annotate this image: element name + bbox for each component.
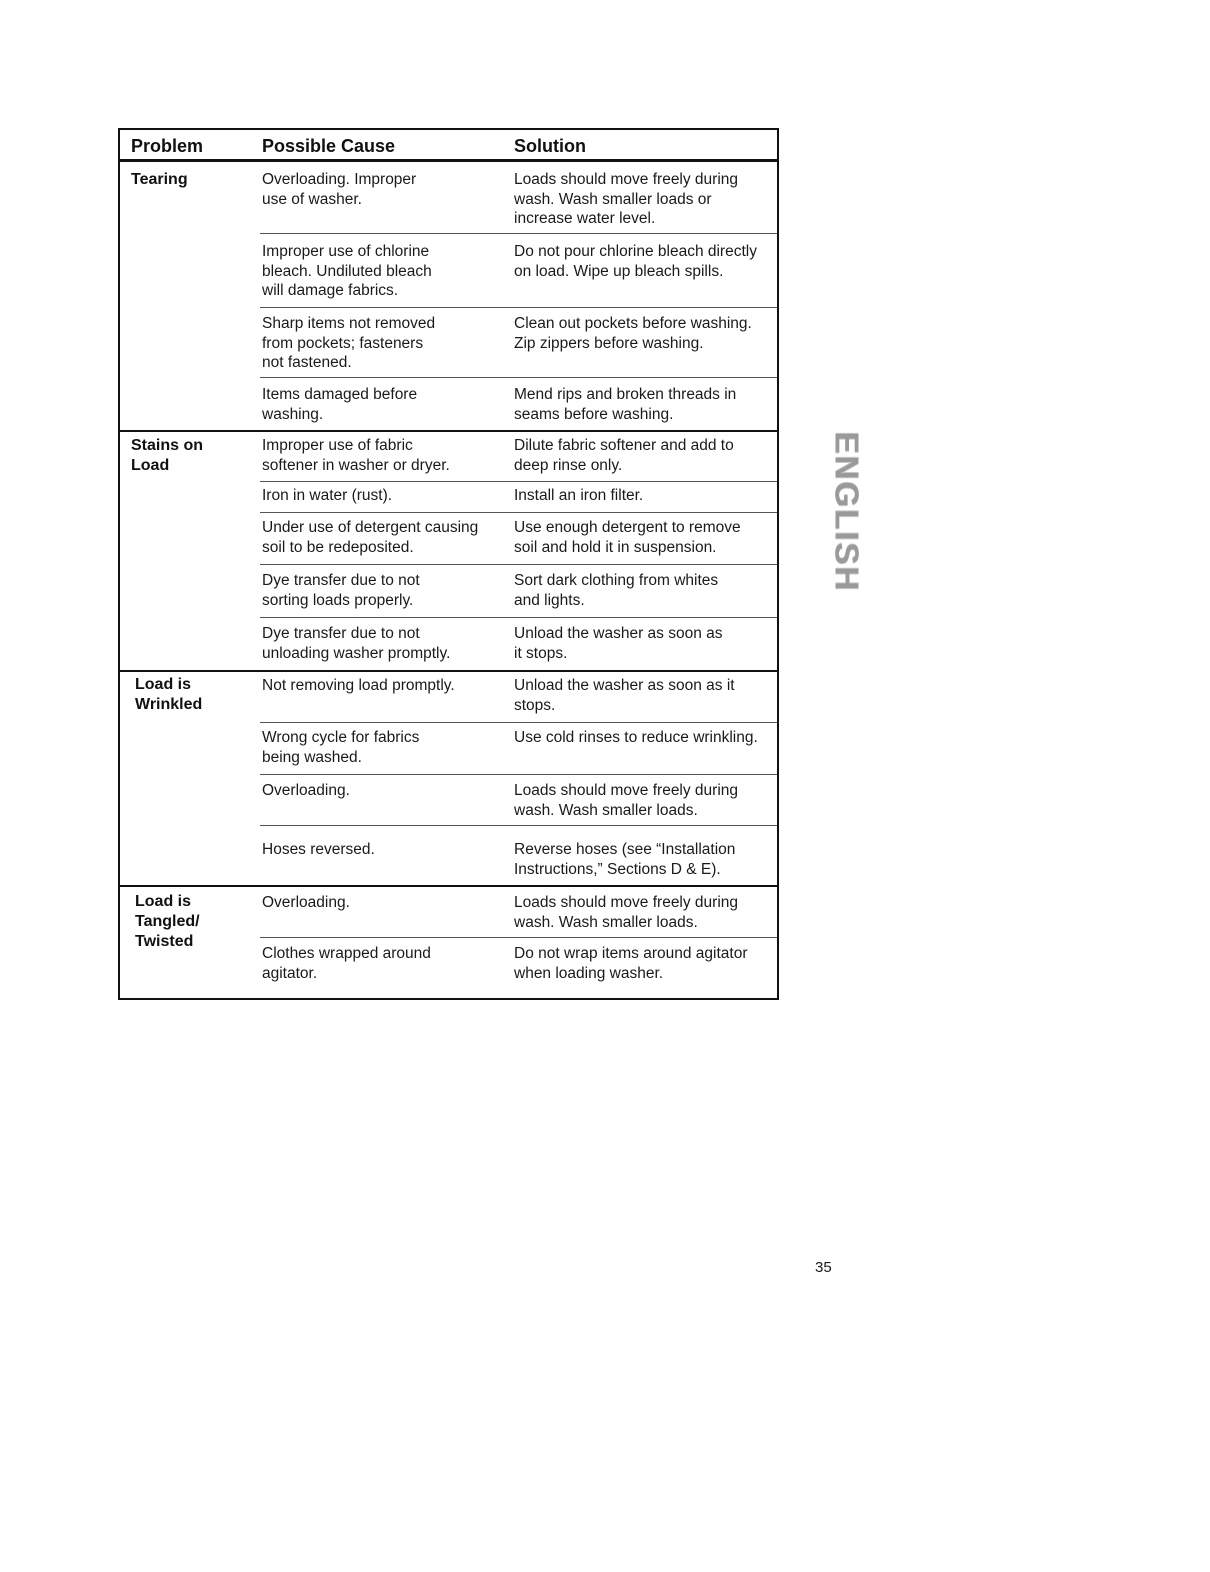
- cause-text: Improper use of fabric softener in washer or dryer.: [262, 437, 450, 474]
- cause-text: Not removing load promptly.: [262, 677, 455, 694]
- table-row: [260, 482, 777, 513]
- cause-text: Wrong cycle for fabrics being washed.: [262, 729, 420, 766]
- table-row: [260, 775, 777, 826]
- table-row: [260, 162, 777, 234]
- section-stains-on-load: [120, 432, 777, 672]
- table-row: [260, 826, 777, 885]
- table-header-row: [120, 130, 777, 162]
- solution-text: Use enough detergent to remove soil and hold it in suspension.: [514, 519, 741, 556]
- solution-text: Reverse hoses (see “Installation Instructions,” Sections D & E).: [514, 841, 736, 878]
- solution-text: Sort dark clothing from whites and lights.: [514, 572, 719, 609]
- table-row: [260, 432, 777, 482]
- problem-label: Stains on Load: [131, 437, 204, 474]
- problem-label: Load is Wrinkled: [135, 676, 203, 713]
- solution-text: Do not pour chlorine bleach directly on load. Wipe up bleach spills.: [514, 243, 757, 280]
- solution-text: Loads should move freely during wash. Wash smaller loads.: [514, 894, 739, 931]
- table-row: [260, 887, 777, 938]
- cause-text: Improper use of chlorine bleach. Undiluted bleach will damage fabrics.: [262, 243, 432, 300]
- cause-text: Under use of detergent causing soil to be redeposited.: [262, 519, 479, 556]
- table-row: [260, 234, 777, 308]
- solution-text: Clean out pockets before washing. Zip zippers before washing.: [514, 315, 752, 352]
- cause-text: Overloading.: [262, 782, 350, 799]
- table-row: [260, 378, 777, 430]
- header-problem: Problem: [131, 136, 204, 156]
- page-number: 35: [815, 1259, 832, 1276]
- troubleshooting-table: [118, 128, 779, 1000]
- solution-text: Loads should move freely during wash. Wash smaller loads or increase water level.: [514, 171, 739, 228]
- cause-text: Sharp items not removed from pockets; fasteners not fastened.: [262, 315, 436, 372]
- table-row: [260, 565, 777, 618]
- section-load-is-wrinkled: [120, 672, 777, 887]
- solution-text: Use cold rinses to reduce wrinkling.: [514, 729, 758, 746]
- solution-text: Install an iron filter.: [514, 487, 644, 504]
- cause-text: Iron in water (rust).: [262, 487, 393, 504]
- section-load-is-tangled: [120, 887, 777, 1000]
- problem-label: Load is Tangled/ Twisted: [135, 893, 200, 950]
- language-label: ENGLISH: [828, 431, 865, 593]
- cause-text: Items damaged before washing.: [262, 386, 418, 423]
- table-row: [260, 938, 777, 998]
- table-row: [260, 308, 777, 378]
- cause-text: Dye transfer due to not sorting loads properly.: [262, 572, 420, 609]
- header-possible-cause: Possible Cause: [262, 136, 396, 156]
- header-solution: Solution: [514, 136, 586, 156]
- table-row: [260, 672, 777, 723]
- table-row: [260, 513, 777, 565]
- solution-text: Unload the washer as soon as it stops.: [514, 625, 723, 662]
- solution-text: Dilute fabric softener and add to deep rinse only.: [514, 437, 734, 474]
- problem-label: Tearing: [131, 171, 188, 188]
- cause-text: Hoses reversed.: [262, 841, 375, 858]
- solution-text: Unload the washer as soon as it stops.: [514, 677, 735, 714]
- table-row: [260, 618, 777, 670]
- section-tearing: [120, 162, 777, 432]
- solution-text: Loads should move freely during wash. Wash smaller loads.: [514, 782, 739, 819]
- language-side-tab: [828, 423, 865, 601]
- solution-text: Mend rips and broken threads in seams before washing.: [514, 386, 737, 423]
- cause-text: Clothes wrapped around agitator.: [262, 945, 431, 982]
- solution-text: Do not wrap items around agitator when loading washer.: [514, 945, 748, 982]
- cause-text: Overloading. Improper use of washer.: [262, 171, 417, 208]
- cause-text: Dye transfer due to not unloading washer promptly.: [262, 625, 451, 662]
- table-row: [260, 723, 777, 775]
- cause-text: Overloading.: [262, 894, 350, 911]
